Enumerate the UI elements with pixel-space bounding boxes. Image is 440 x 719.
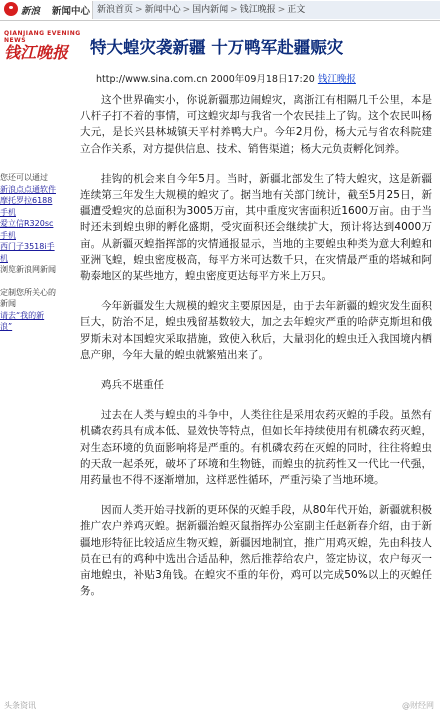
sidebar-line: 您还可以通过	[0, 173, 48, 182]
newspaper-logo	[4, 30, 86, 62]
watermark-right: @财经网	[402, 701, 434, 710]
breadcrumb: 新浪首页 > 新闻中心 > 国内新闻 > 钱江晚报 > 正文	[92, 1, 440, 19]
watermark-left: 头条资讯	[4, 701, 36, 710]
article-paragraph: 挂钩的机会来自今年5月。当时，新疆北部发生了特大蝗灾，这是新疆连续第三年发生大规模的蝗灾了。据当地有关部门统计，截至5月25日，新疆遭受蝗灾的总面积为3005万亩，其中重度灾害面积近1600万亩。由于当时还未到蝗虫卵的孵化盛期，受灾面积还会继续扩大，预计将达到4000万亩。从新疆灭蝗指挥部的灾情通报显示，当地的主要蝗虫种类为意大利蝗和亚洲飞蝗，蝗虫密度极高，每平方米可达数千只，在灾情最严重的塔城和阿勒泰地区的某些地方，蝗虫密度更达每平方米上万只。	[80, 172, 432, 283]
sidebar-link-siemens-2[interactable]: 机	[0, 253, 8, 263]
sidebar-link-ericsson-2[interactable]: 手机	[0, 230, 16, 240]
sidebar-link-dianditong[interactable]: 新浪点点通软件	[0, 184, 56, 194]
sidebar-link-ericsson[interactable]: 爱立信R320sc	[0, 219, 54, 228]
brand-label[interactable]: 新浪	[21, 6, 41, 17]
newspaper-logo-en: QIANJIANG EVENING NEWS	[4, 30, 81, 44]
breadcrumb-domestic[interactable]: 国内新闻	[192, 5, 229, 15]
article-paragraph: 过去在人类与蝗虫的斗争中，人类往往是采用农药灭蝗的手段。虽然有机磷农药具有成本低、显效快等特点，但如长年持续使用有机磷农药灭蝗，对生态环境的负面影响将是严重的。有机磷农药在灭蝗的同时，往往将蝗虫的天敌一起杀死，破坏了环境和生物链，而蝗虫的抗药性又一代比一代强，用药量也不得不逐渐增加，这样恶性循环，严重污染了当地环境。	[80, 409, 432, 487]
article-subheading: 鸡兵不堪重任	[101, 379, 164, 392]
sidebar-link-siemens[interactable]: 西门子3518i手	[0, 242, 55, 251]
channel-label[interactable]: 新闻中心	[52, 6, 91, 17]
newspaper-logo-cn: 钱江晚报	[4, 43, 69, 62]
article-source-link[interactable]: 钱江晚报	[317, 74, 356, 85]
breadcrumb-current: 正文	[287, 5, 306, 15]
sidebar-line: 新闻	[0, 299, 16, 308]
article-paragraph: 今年新疆发生大规模的蝗灾主要原因是，由于去年新疆的蝗灾发生面积巨大，防治不足，蝗虫残留基数较大，加之去年蝗灾严重的哈萨克斯坦和俄罗斯未对本国蝗灾采取措施，致使入秋后，大量羽化的蝗虫迁入我国境内栖息产卵，今年大量的蝗虫就繁殖出来了。	[80, 300, 432, 361]
article-datetime: 2000年09月18日17:20	[210, 74, 315, 85]
top-bar	[0, 0, 440, 21]
sidebar-link-my-sina[interactable]: 请去“我的新	[0, 310, 45, 320]
breadcrumb-source[interactable]: 钱江晚报	[239, 5, 276, 15]
sidebar	[0, 172, 72, 333]
article-title: 特大蝗灾袭新疆 十万鸭军赴疆赈灾	[90, 38, 344, 57]
sidebar-link-my-sina-2[interactable]: 浪”	[0, 322, 13, 331]
article-body	[80, 92, 432, 613]
sidebar-link-motorola[interactable]: 摩托罗拉6188	[0, 196, 53, 205]
sidebar-line: 定制您所关心的	[0, 287, 56, 297]
article-paragraph: 这个世界确实小，你说新疆那边闹蝗灾，离浙江有相隔几千公里，本是八杆子打不着的事情，可这蝗灾却与我省一个农民挂上了钩。这个农民叫杨大元，是长兴县林城镇天平村养鸭大户。今年2月份，杨大元与省农科院建立合作关系，对方提供信息、技术、销售渠道；杨大元负责孵化饲养。	[80, 94, 432, 155]
sidebar-line: 浏览新浪网新闻	[0, 265, 56, 274]
breadcrumb-news[interactable]: 新闻中心	[144, 5, 181, 15]
sidebar-link-motorola-2[interactable]: 手机	[0, 207, 16, 217]
article-paragraph: 因而人类开始寻找新的更环保的灭蝗手段，从80年代开始，新疆就积极推广农户养鸡灭蝗。据新疆治蝗灭鼠指挥办公室副主任赵新春介绍，由于新疆地形特征比较适应生物灭蝗，新疆因地制宜，推广用鸡灭蝗，先由科技人员在已有的鸡种中选出合适品种，然后推荐给农户，签定协议，农户每灭一亩地蝗虫，补贴3角钱。在蝗灾不重的年份，鸡可以完成50%以上的灭蝗任务。	[80, 504, 432, 598]
article-meta	[96, 71, 356, 85]
breadcrumb-home[interactable]: 新浪首页	[97, 5, 134, 15]
sina-eye-icon[interactable]	[4, 2, 18, 16]
article-url[interactable]: http://www.sina.com.cn	[96, 74, 208, 85]
